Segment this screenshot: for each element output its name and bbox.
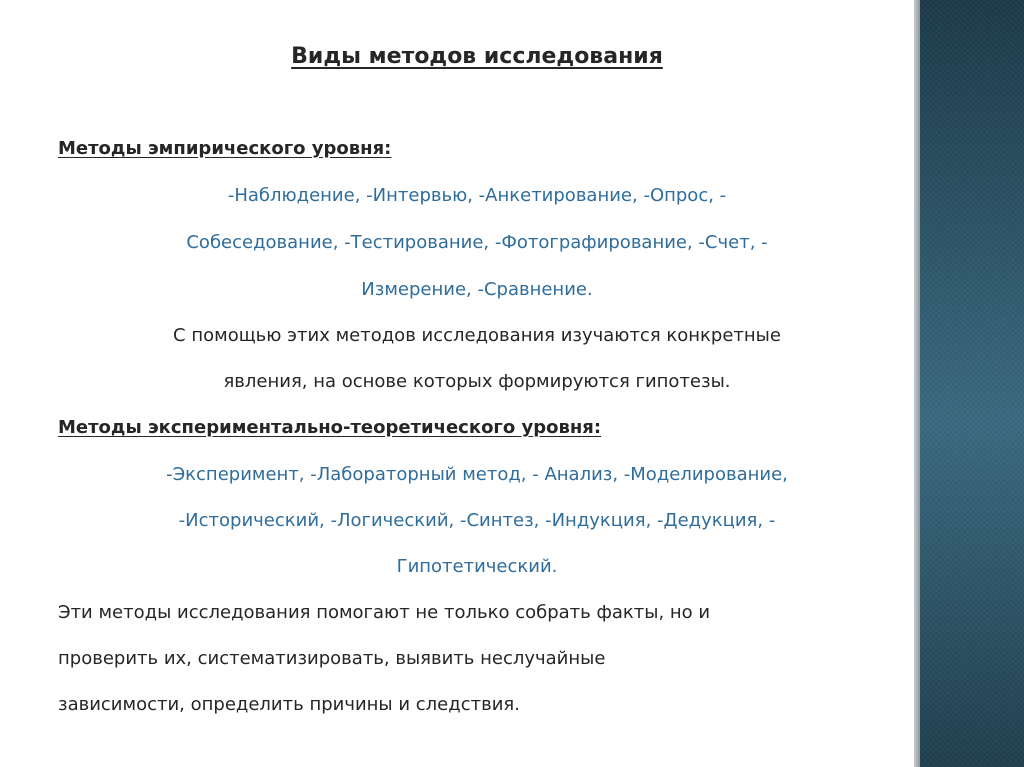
slide-title: Виды методов исследования [291, 44, 663, 69]
experimental-methods-line-1: -Эксперимент, -Лабораторный метод, - Анализ, -Моделирование, [166, 464, 788, 485]
experimental-methods-line-3: Гипотетический. [396, 556, 558, 577]
experimental-description-line-3: зависимости, определить причины и следствия. [58, 694, 520, 715]
experimental-description-line-2: проверить их, систематизировать, выявить неслучайные [58, 648, 606, 669]
empirical-description-line-1: С помощью этих методов исследования изучаются конкретные [173, 325, 781, 346]
experimental-methods-line-2: -Исторический, -Логический, -Синтез, -Индукция, -Дедукция, - [178, 510, 776, 531]
empirical-heading: Методы эмпирического уровня: [58, 138, 392, 159]
empirical-methods-line-1: -Наблюдение, -Интервью, -Анкетирование, -Опрос, - [227, 185, 727, 206]
empirical-description-line-2: явления, на основе которых формируются гипотезы. [223, 371, 731, 392]
experimental-description-line-1: Эти методы исследования помогают не только собрать факты, но и [58, 602, 711, 623]
empirical-methods-line-2: Собеседование, -Тестирование, -Фотографирование, -Счет, - [186, 232, 768, 253]
empirical-methods-line-3: Измерение, -Сравнение. [361, 279, 593, 300]
decorative-side-panel [914, 0, 1024, 767]
experimental-heading: Методы экспериментально-теоретического уровня: [58, 417, 602, 438]
